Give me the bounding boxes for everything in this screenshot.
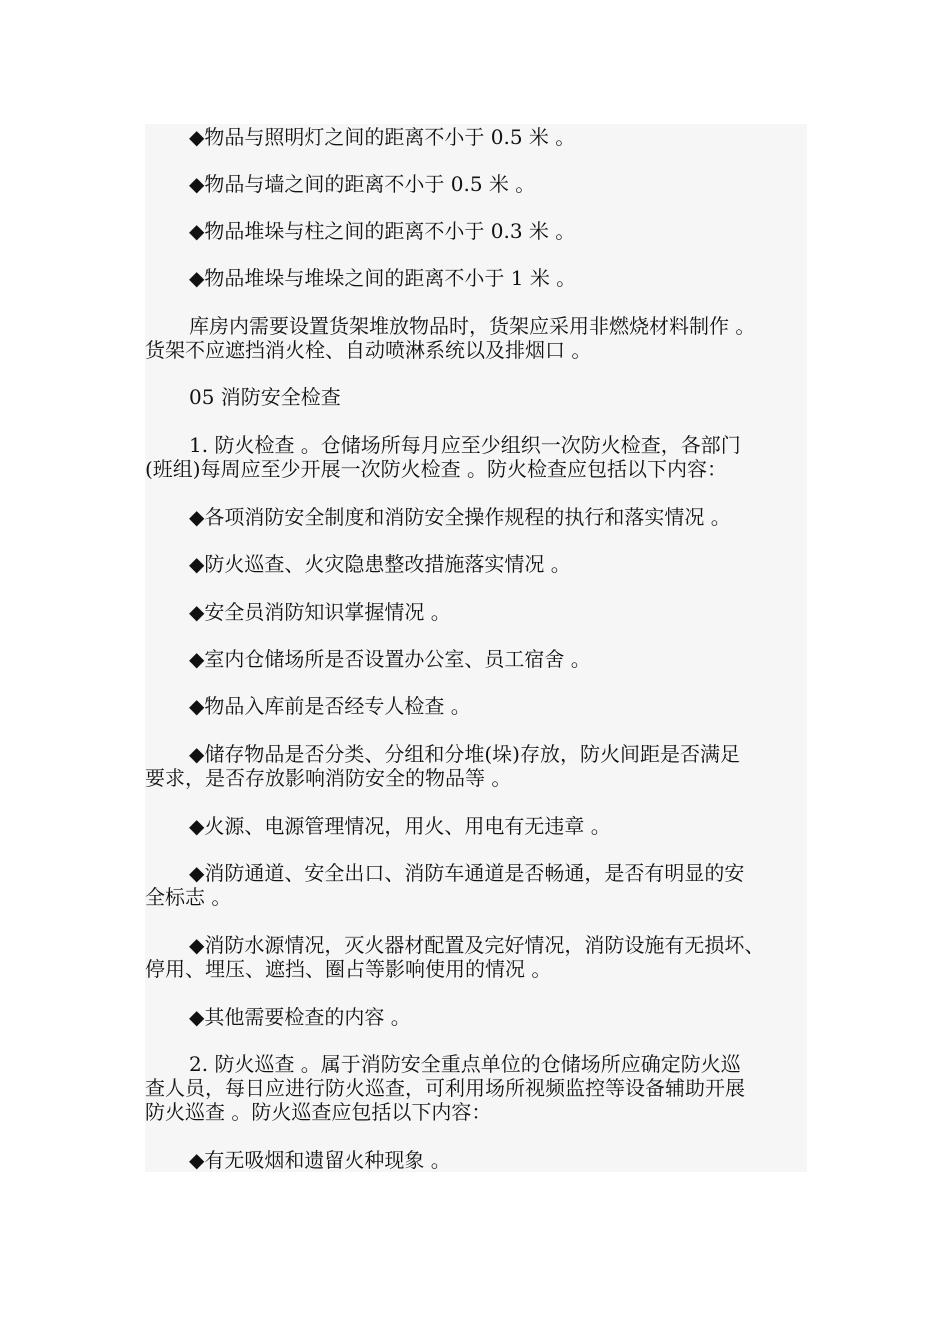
paragraph-9 bbox=[145, 552, 571, 576]
paragraph-line: ◆有无吸烟和遗留火种现象 。 bbox=[189, 1148, 451, 1172]
paragraph-line: ◆其他需要检查的内容 。 bbox=[189, 1005, 411, 1029]
paragraph-line: ◆物品堆垛与柱之间的距离不小于 0.3 米 。 bbox=[189, 219, 576, 243]
paragraph-11 bbox=[145, 647, 591, 671]
paragraph-line: ◆消防通道、安全出口、消防车通道是否畅通，是否有明显的安 bbox=[189, 861, 745, 885]
paragraph-line: 1. 防火检查 。仓储场所每月应至少组织一次防火检查，各部门 bbox=[189, 433, 741, 457]
paragraph-3 bbox=[145, 219, 575, 243]
section-heading bbox=[145, 385, 341, 409]
paragraph-line: (班组)每周应至少开展一次防火检查 。防火检查应包括以下内容： bbox=[145, 457, 727, 481]
paragraph-line: 防火巡查 。防火巡查应包括以下内容： bbox=[145, 1100, 492, 1124]
paragraph-line: 查人员，每日应进行防火巡查，可利用场所视频监控等设备辅助开展 bbox=[145, 1076, 745, 1100]
paragraph-15 bbox=[145, 861, 744, 909]
paragraph-line: 要求，是否存放影响消防安全的物品等 。 bbox=[145, 766, 512, 790]
paragraph-line: ◆物品堆垛与堆垛之间的距离不小于 1 米 。 bbox=[189, 266, 577, 290]
paragraph-17 bbox=[145, 1005, 411, 1029]
paragraph-line: ◆储存物品是否分类、分组和分堆(垛)存放，防火间距是否满足 bbox=[189, 742, 740, 766]
paragraph-4 bbox=[145, 266, 576, 290]
paragraph-line: ◆各项消防安全制度和消防安全操作规程的执行和落实情况 。 bbox=[189, 505, 731, 529]
paragraph-2 bbox=[145, 172, 535, 196]
paragraph-line: 库房内需要设置货架堆放物品时，货架应采用非燃烧材料制作 。 bbox=[189, 314, 756, 338]
paragraph-line: 05 消防安全检查 bbox=[189, 385, 341, 409]
paragraph-line: 2. 防火巡查 。属于消防安全重点单位的仓储场所应确定防火巡 bbox=[189, 1052, 741, 1076]
paragraph-13 bbox=[145, 742, 740, 790]
paragraph-line: 全标志 。 bbox=[145, 885, 232, 909]
paragraph-line: ◆物品与照明灯之间的距离不小于 0.5 米 。 bbox=[189, 125, 576, 149]
paragraph-line: 货架不应遮挡消火栓、自动喷淋系统以及排烟口 。 bbox=[145, 338, 592, 362]
paragraph-18 bbox=[145, 1052, 745, 1124]
paragraph-line: ◆物品入库前是否经专人检查 。 bbox=[189, 694, 471, 718]
paragraph-1 bbox=[145, 125, 575, 149]
paragraph-19 bbox=[145, 1148, 451, 1172]
paragraph-16 bbox=[145, 933, 764, 981]
paragraph-line: ◆安全员消防知识掌握情况 。 bbox=[189, 600, 451, 624]
paragraph-14 bbox=[145, 814, 611, 838]
paragraph-line: ◆物品与墙之间的距离不小于 0.5 米 。 bbox=[189, 172, 536, 196]
paragraph-8 bbox=[145, 505, 731, 529]
paragraph-12 bbox=[145, 694, 471, 718]
paragraph-line: 停用、埋压、遮挡、圈占等影响使用的情况 。 bbox=[145, 957, 552, 981]
paragraph-line: ◆室内仓储场所是否设置办公室、员工宿舍 。 bbox=[189, 647, 591, 671]
paragraph-7 bbox=[145, 433, 741, 481]
paragraph-line: ◆防火巡查、火灾隐患整改措施落实情况 。 bbox=[189, 552, 571, 576]
paragraph-line: ◆火源、电源管理情况，用火、用电有无违章 。 bbox=[189, 814, 611, 838]
paragraph-line: ◆消防水源情况，灭火器材配置及完好情况，消防设施有无损坏、 bbox=[189, 933, 765, 957]
paragraph-5 bbox=[145, 314, 755, 362]
paragraph-10 bbox=[145, 600, 451, 624]
